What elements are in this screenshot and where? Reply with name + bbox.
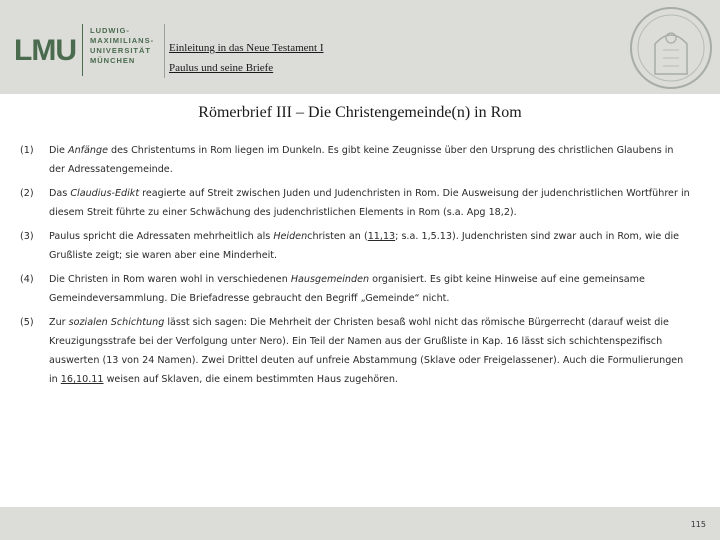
emphasis-term: Anfänge [68, 145, 108, 156]
header-divider [164, 24, 165, 78]
text-run: Zur [49, 317, 69, 328]
verse-reference-link[interactable]: 16,10.11 [60, 374, 104, 385]
text-run: Die [49, 145, 69, 156]
item-number: (2) [20, 188, 34, 199]
text-run: des Christentums in Rom liegen im Dunkeln. Es gibt keine Zeugnisse über den Ursprung des christlichen Glaubens in der Adressatengemeinde. [49, 145, 674, 175]
logo-line: LUDWIG- [90, 26, 130, 35]
numbered-list [20, 141, 690, 394]
emphasis-term: sozialen Schichtung [68, 317, 165, 328]
item-number: (1) [20, 145, 34, 156]
text-run: Paulus spricht die Adressaten mehrheitlich als [49, 231, 274, 242]
item-text [49, 313, 690, 389]
item-text [49, 184, 690, 222]
item-number: (4) [20, 274, 34, 285]
footer-band [0, 507, 720, 540]
logo-line: MAXIMILIANS- [90, 36, 155, 45]
item-text [49, 141, 690, 179]
emphasis-term: Claudius-Edikt [70, 188, 140, 199]
list-item [20, 270, 690, 308]
emphasis-term: Hausgemeinden [290, 274, 370, 285]
text-run: Das [49, 188, 71, 199]
text-run: ; s.a. 1,5.13). Judenchristen sind zwar auch in Rom, wie die Grußliste zeigt; sie waren aber eine Minderheit. [49, 231, 680, 261]
verse-reference-link[interactable]: 11,13 [367, 231, 396, 242]
text-run: Die Christen in Rom waren wohl in verschiedenen [49, 274, 291, 285]
text-run: lässt sich sagen: Die Mehrheit der Christen besaß wohl nicht das römische Bürgerrecht (darauf weist die Kreuzigungsstrafe bei der Verfolgung unter Nero). Ein Teil der Namen aus der Grußliste in Kap. 16 lässt sich schichtenspezifisch auswerten (13 von 24 Namen). Zwei Drittel deuten auf unfreie Abstammung (Sklave oder Freigelassener). Auch die Formulierungen in [49, 317, 684, 385]
university-seal-icon [625, 4, 717, 92]
slide-title: Römerbrief III – Die Christengemeinde(n) in Rom [198, 104, 522, 121]
list-item [20, 184, 690, 222]
logo-rule [82, 24, 83, 76]
item-number: (3) [20, 231, 34, 242]
header-band [0, 0, 720, 94]
course-titles [169, 38, 324, 78]
text-run: reagierte auf Streit zwischen Juden und Judenchristen in Rom. Die Ausweisung der judenchristlichen Wortführer in diesem Streit führte zu einer Schwächung des judenchristlichen Elements in Rom (s.a. Apg 18,2). [49, 188, 690, 218]
list-item [20, 313, 690, 389]
course-subtitle: Paulus und seine Briefe [169, 62, 274, 74]
logo-mark: LMU [14, 34, 76, 67]
text-run: organisiert. Es gibt keine Hinweise auf eine gemeinsame Gemeindeversammlung. Die Briefadresse gebraucht den Begriff „Gemeinde“ nicht. [49, 274, 645, 304]
item-text [49, 270, 690, 308]
course-title: Einleitung in das Neue Testament I [169, 42, 324, 54]
logo-line: UNIVERSITÄT [90, 46, 152, 55]
logo-wordmark [90, 26, 154, 66]
emphasis-term: Heiden [273, 231, 308, 242]
logo-line: MÜNCHEN [90, 56, 136, 65]
text-run: christen an ( [307, 231, 368, 242]
text-run: weisen auf Sklaven, die einem bestimmten Haus zugehören. [103, 374, 398, 385]
list-item [20, 141, 690, 179]
list-item [20, 227, 690, 265]
page-number: 115 [690, 520, 706, 529]
item-text [49, 227, 690, 265]
item-number: (5) [20, 317, 34, 328]
lmu-logo [12, 20, 162, 80]
